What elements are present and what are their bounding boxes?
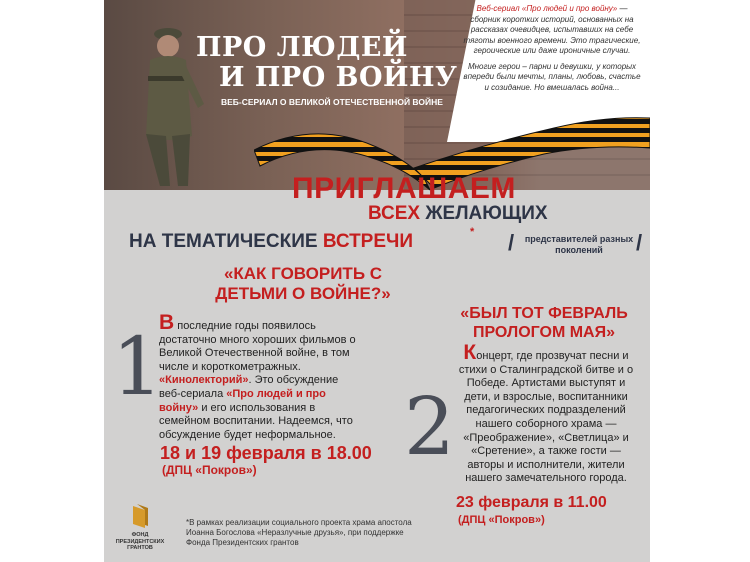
event1-text-c: и его использования в семейном воспитании. Надеемся, что обсуждение будет неформальное. [159,401,353,441]
event2-date: 23 февраля в 11.00 [456,494,607,511]
soldier-silhouette [126,16,206,188]
invite-wishing: ЖЕЛАЮЩИХ [425,203,548,224]
invite-meetings: ВСТРЕЧИ [322,231,414,252]
event1-number: 1 [112,320,163,413]
event1-place: (ДПЦ «Покров») [162,463,257,477]
series-title-line2: И ПРО ВОЙНУ [219,62,458,93]
event2-number: 2 [404,380,455,473]
slash-left: / [508,230,515,255]
event1-text-b: . Это обсуждение веб-сериала [159,374,339,400]
grant-fund-logo-icon [131,504,149,530]
representatives-text: представителей разных поколений [524,234,634,255]
invite-all: ВСЕХ [368,203,421,224]
footnote-asterisk: * [470,226,475,238]
event2-description [454,341,638,486]
event2-drop-cap: К [463,341,477,364]
event1-title: «КАК ГОВОРИТЬ С ДЕТЬМИ О ВОЙНЕ?» [215,264,391,303]
invite-heading: ПРИГЛАШАЕМ [292,172,516,205]
intro-description: — сборник коротких историй, основанных на рассказах очевидцев, испытавших на себе тяготы военного времени. Это трагические, героические или даже ироничные случаи. [463,4,641,55]
invite-line2 [368,203,548,225]
event1-series: «Про людей и про войну» [159,387,326,414]
invite-thematic: НА ТЕМАТИЧЕСКИЕ [129,231,318,252]
intro-text [462,4,642,98]
intro-series-name: Веб-сериал «Про людей и про войну» [476,4,618,13]
series-title-line1: ПРО ЛЮДЕЙ [196,32,408,63]
event1-kinolektorij: «Кинолекторий» [159,374,249,387]
grant-fund-logo [110,504,170,560]
series-subtitle: ВЕБ-СЕРИАЛ О ВЕЛИКОЙ ОТЕЧЕСТВЕННОЙ ВОЙНЕ [221,97,443,107]
event1-drop-cap: В [159,311,175,334]
invite-line3 [129,231,413,253]
event2-title: «БЫЛ ТОТ ФЕВРАЛЬ ПРОЛОГОМ МАЯ» [460,305,628,341]
event1-date: 18 и 19 февраля в 18.00 [160,443,372,463]
poster [104,0,650,562]
event2-place: (ДПЦ «Покров») [458,514,545,526]
grant-fund-logo-text: ФОНД ПРЕЗИДЕНТСКИХ ГРАНТОВ [115,532,165,551]
intro-heroes: Многие герои – парни и девушки, у которых впереди были мечты, планы, любовь, счастье и созидание. Но вмешалась война... [463,61,641,92]
slash-right: / [636,230,643,255]
event1-text-a: последние годы появилось достаточно много хороших фильмов о Великой Отечественной войне, в том числе и короткометражных. [159,320,356,373]
event2-text: онцерт, где прозвучат песни и стихи о Сталинградской битве и о Победе. Артистами выступят и дети, и взрослые, воспитанники педагогических подразделений нашего соборного храма — «Преображение», «Светлица» и «Сретение», а также гости — авторы и исполнители, жители нашего замечательного города. [458,350,634,485]
footnote: *В рамках реализации социального проекта храма апостола Иоанна Богослова «Неразлучные друзья», при поддержке Фонда Президентских грантов [186,518,412,547]
event1-description [159,311,359,442]
